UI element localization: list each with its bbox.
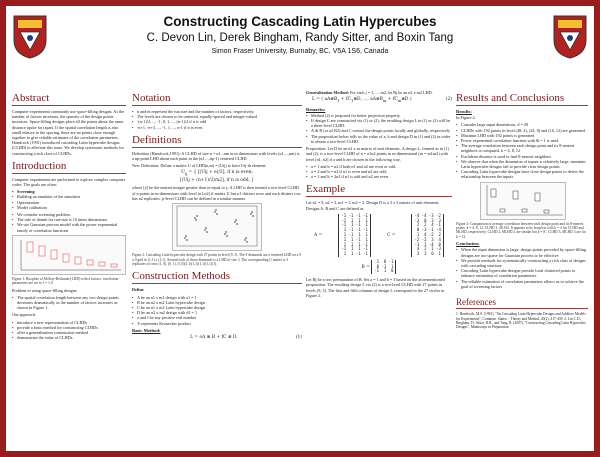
results-heading: Results and Conclusions <box>456 92 588 106</box>
list-item: • a = 1 and b = n2 if both n1 and n2 are even or odd, <box>306 164 452 169</box>
figure-1-boxplot <box>12 235 126 275</box>
notation-heading: Notation <box>132 92 302 106</box>
poster-canvas <box>6 6 594 451</box>
generalization-formula: L = ( $aA\otimes B_1$ + $fC_1\otimes D$, ..., $aA\otimes B_m$ + $fC_m\otimes D$ ) (2) <box>312 97 452 104</box>
intro-text: Computer experiments are performed to explore complex computer codes. The goals are often: <box>12 176 126 188</box>
construction-heading: Construction Methods <box>132 270 302 284</box>
list-item: • C be an n1 x m1 Latin hypercube design <box>132 305 302 310</box>
list-item: • The spatial correlation length between any two design points decreases dramatically as the number of factors increases as shown in Figure 1. <box>12 295 126 311</box>
poster-affiliation: Simon Fraser University, Burnaby, BC, V5A 1S6, Canada <box>211 48 389 55</box>
example-matrix-b-row: B = 1 0 -1 0 -1 1 -1 1 0 <box>306 260 452 274</box>
construction-list <box>132 295 302 326</box>
list-item: • When the input dimension is large, design points provided by space-filling designs are too sparse for Gaussian process to be effective <box>456 247 588 257</box>
remarks-label: Remarks: <box>306 106 326 112</box>
basic-method-label: Basic Method: <box>132 327 161 333</box>
boxplot-chart <box>13 236 125 274</box>
list-item: • The proposition below tells us the value of a, b and design D in (1) and (2) in order to obtain a two-level CLHD. <box>306 134 452 144</box>
list-item: • Cascading Latin hypercube designs provide local clustered points to enhance estimation of correlation parameters <box>456 268 588 278</box>
remarks-list <box>306 113 452 144</box>
definitions-heading: Definitions <box>132 134 302 148</box>
list-item: • a = 2 and b = n2 if n1 is even and n2 are odd, <box>306 169 452 174</box>
list-item: • The rule of thumb for run-size is 10 times dimensions <box>12 217 126 222</box>
generalization-body: For each j = 1, ..., m2, let Bj be an n2 x m2 LHD. <box>349 90 433 95</box>
university-crest-icon <box>552 14 588 60</box>
poster-header <box>6 6 594 82</box>
example-text: Let n1 = 9, n2 = 3, m1 = 1, m2 = 3. Design D is a 3 x 3 matrix of unit elements. Designs A, B and C are defined as <box>306 200 440 211</box>
figure-2-scatter <box>172 203 262 251</box>
figure-3-caption: Figure 3: Comparison of average correlation between each design point and its 8-nearest points, k = 4, 8, 12. CLHD 1: 48,192. It appears to be boxplots with k = 4 for CLHD and MLHD, respectively; CLHD 2, MLHD 2 are similar but k = 8 ; CLHD 3, MLHD 3 are for k = 12. <box>456 221 586 239</box>
results-sub: Results: <box>456 109 472 114</box>
generalization-heading: Generalization Method: <box>306 90 349 95</box>
definition-2-rest: where [y] be the nearest integer greater than or equal to y. A LHD is then termed a two-level CLHD of n points in m-dimensions with level (n1,n2) if matrix U has n1 distinct rows and each distinct row has n2 replicates. p-level CLHD can be defined in a similar manner. <box>132 185 301 201</box>
column-1 <box>12 90 126 445</box>
list-item: • Maximin LHD with 192 points is generated <box>456 133 588 138</box>
list-item: • -(n-1)/2, ..., -1, 0, 1, ..., (n-1)/2 if n is odd <box>132 119 302 124</box>
list-item: • a = 1 and b = 2n2 if n1 is odd and n2 are even. <box>306 174 452 179</box>
university-crest-icon <box>12 14 48 60</box>
definition-2: New Definition: Define a matrix U of LHD(n,m) = (Uij) to have Uij-th element: <box>132 163 267 169</box>
list-item: • Method (2) is proposed for better projection property <box>306 113 452 118</box>
list-item: • The reliable estimation of correlation parameters allows us to achieve the goal of screening factors <box>456 279 588 289</box>
proposition-text: Proposition: Let D be an n2 x m matrix of unit elements. A design L, formed as in (1) and (2), is a two-level CLHD of n = n1n2 points in m-dimensional (m = m1m2) with level (n1, n2) if a and b are chosen in the following way, <box>306 146 450 162</box>
comparison-boxplot <box>481 183 565 219</box>
list-item: • D be an n2 x m2 design with d1 = 1 <box>132 310 302 315</box>
definition-1: Definition (Handcock,1991): A CLHD of size n = n1...nm in m dimensions with levels (n1,...,nm) is a np-point LHD about each point in the (n1,...,np-1) centered CLHD. <box>132 150 300 162</box>
list-item: • A be an n1 x m1 design with a1 = 1 <box>132 295 302 300</box>
column-2 <box>132 90 302 445</box>
define-label: Define <box>132 287 144 293</box>
list-item: • We observe that when the dimension of inputs is relatively large, maximin Latin hypercube designs fail to provide close design points <box>456 159 588 169</box>
generalization-text <box>306 90 452 95</box>
list-item: • ® represents Kronecker product <box>132 321 302 326</box>
list-item: • demonstrate the value of CLHDs. <box>12 335 126 340</box>
list-item: • Cascading Latin hypercube designs have close design points to detect the relationship between the inputs <box>456 169 588 179</box>
column-3 <box>306 90 452 445</box>
list-item: • If design C are constructed via (1) or (2), the resulting design L in (1) or (2) will be a three-level CLHD. <box>306 118 452 128</box>
list-item: • Euclidean distance is used to find 8-nearest neighbors <box>456 154 588 159</box>
conclusion-list <box>456 247 588 289</box>
equation-number: (1) <box>295 334 302 340</box>
equation-number: (2) <box>445 97 452 103</box>
list-item: • Consider large input dimensions, d = 20 <box>456 122 588 127</box>
list-item: • We consider screening problem. <box>12 212 126 217</box>
goals-list <box>12 189 126 210</box>
matrix-c: -4 -4 -3 -2 -3 0 3 3 2 2 4 -1 0 -3 -1 -4 1 4 -2 2 -2 -2 3 4 -3 1 -4 0 4 2 1 -3 3 3 0 1 <box>411 214 444 257</box>
list-item: • n and m represent the run size and the number of factors, respectively. <box>132 109 302 114</box>
basic-formula-text: L = oA ⊗ B + fC ⊗ D. <box>190 334 238 340</box>
results-list <box>456 122 588 179</box>
list-item: • offer a generalization construction method <box>12 330 126 335</box>
definition-formula: $U_{ij}$ = { [(Uij + e)/2], if n is even; [(Uij + (n+1)/2)/n2], if n is odd, } <box>179 170 255 183</box>
figure-2-caption: Figure 2: Cascading Latin hypercube design with 27 points in level (9, 3). The 9 diamonds are a centered LHD on a 9 x 9 grid in (1,1) x (1,1). Around each of those diamonds is a LHD of size 3. The corresponding U matrix is 3 replicates of rows (1, 0), (0, 1), (1,0)(1,1)(1,1)(1,1)(1,1)(1). <box>132 253 301 266</box>
references-heading: References <box>456 297 588 309</box>
figure-3-boxplot <box>480 182 566 220</box>
column-4 <box>456 90 588 445</box>
formula-even: [(Uij + e)/2], if n is even; <box>197 170 253 176</box>
approach-list <box>12 320 126 341</box>
problem-list <box>12 295 126 311</box>
list-item: • The levels are chosen to be centered, equally-spaced and integer-valued <box>132 114 302 119</box>
list-item: • CLHDs with 192 points in level (48, 4), (24, 8) and (16, 12) are generated <box>456 128 588 133</box>
abstract-heading: Abstract <box>12 92 126 106</box>
list-item: • o and f be any positive real number <box>132 315 302 320</box>
list-item: • provide a basic method for constructing CLHDs <box>12 325 126 330</box>
poster-authors: C. Devon Lin, Derek Bingham, Randy Sitter, and Boxin Tang <box>146 32 454 44</box>
formula-odd: [(Uij + (n+1)/2)/n2], if n is odd, <box>179 177 250 183</box>
example-matrices: A = -1 -1 -1 -1 -1 1 1 1 -1 1 -1 1 1 -1 -1 -1 1 -1 1 1 1 1 -1 1 1 1 1 -1 -1 1 1 -1 1 1 -1 -1 C = -4 -4 -3 -2 -3 0 3 3 2 2 4 -1 0 -3 -1 -4 1 4 -2 2 -2 -2 3 4 -3 1 -4 0 4 2 1 -3 3 3 0 1 <box>306 214 452 257</box>
list-item: • We provide methods for systematically constructing a rich class of designs with cascading structure <box>456 258 588 268</box>
example-heading: Example <box>306 183 452 197</box>
scatter-chart <box>173 204 261 250</box>
approach-text: Our approach: <box>12 312 37 318</box>
basic-formula <box>132 335 302 341</box>
list-item: • The average correlation between each design point and its 8-nearest neighbors is computed, k = 4, 8, 12 <box>456 143 588 153</box>
introduction-heading: Introduction <box>12 160 126 174</box>
list-item: • We use Gaussian process model with the power exponential family of correlation functions <box>12 222 126 232</box>
list-item: • introduce a new representation of CLHDs <box>12 320 126 325</box>
list-item: • Optimization <box>12 200 126 205</box>
notation-list <box>132 109 302 130</box>
intro-items-list <box>12 212 126 233</box>
figure-1-caption: Figure 1: Boxplots of McKay-Beckman-(LHD) with d factors, correlation parameters are set to 1 = 1.0 <box>12 276 119 286</box>
poster-title: Constructing Cascading Latin Hypercubes <box>163 14 437 29</box>
conclusion-label: Conclusion: <box>456 241 480 247</box>
list-item: • B be an n2 x m2 Latin hypercube design <box>132 300 302 305</box>
proposition-list <box>306 164 452 180</box>
problem-text: Problem of using space-filling designs: <box>12 287 78 293</box>
list-item: • Model calibration <box>12 205 126 210</box>
list-item: • Building an emulator of the simulator <box>12 194 126 199</box>
references-text: 1. Handcock, M.S. (1991), "On Cascading Latin Hypercube Designs and Additive Models for Experiments", Commun. Statist. - Theory and Method, 20(2), 417-439. 2. Lin C.D., Bingham, D., Sitter, R.R., and Tang, B. (2007), "Constructing Cascading Latin Hypercube Designs", Manuscript in Preparation. <box>456 312 586 330</box>
list-item: • Power exponential correlation function with θi = 1 is used <box>456 138 588 143</box>
list-item: • -n+1, -n+3, ..., -1, 1, ..., n-1 if n is even <box>132 125 302 130</box>
list-item: • Screening <box>12 189 126 194</box>
example-after-text: Let Bj be a row permutation of B. Set a = 1 and b = 3 based on the aforementioned proposition. The resulting design L via (2) is a two-level CLHD with 27 points in levels (9, 3). The first and fifth columns of design L correspond to the 27 circles in Figure 2. <box>306 277 445 298</box>
abstract-text: Computer experiments commonly use space-filling designs. As the number of factors increases, the sparsity of the design points increases. Space-filling designs place all the points about the same distance (quite far) apart. If the spatial correlation length is also small relative to the spacing, there are no points close enough together to give reliable estimates of the correlation parameters. Handcock (1991) introduced cascading Latin hypercube designs (CLHD) to alleviate this issue. We develop systematic methods for constructing a rich class of CLHDs. <box>12 109 125 156</box>
matrix-b: 1 0 -1 0 -1 1 -1 1 0 <box>371 260 396 274</box>
results-intro: In Figure 2. <box>456 115 476 121</box>
matrix-a: -1 -1 -1 -1 -1 1 1 1 -1 1 -1 1 1 -1 -1 -1 1 -1 1 1 1 1 -1 1 1 1 1 -1 -1 1 1 -1 1 1 -1 -1 <box>338 214 371 257</box>
list-item: • A ⊗ B (or a2 B2) and C control the design points locally and globally, respectively <box>306 128 452 133</box>
